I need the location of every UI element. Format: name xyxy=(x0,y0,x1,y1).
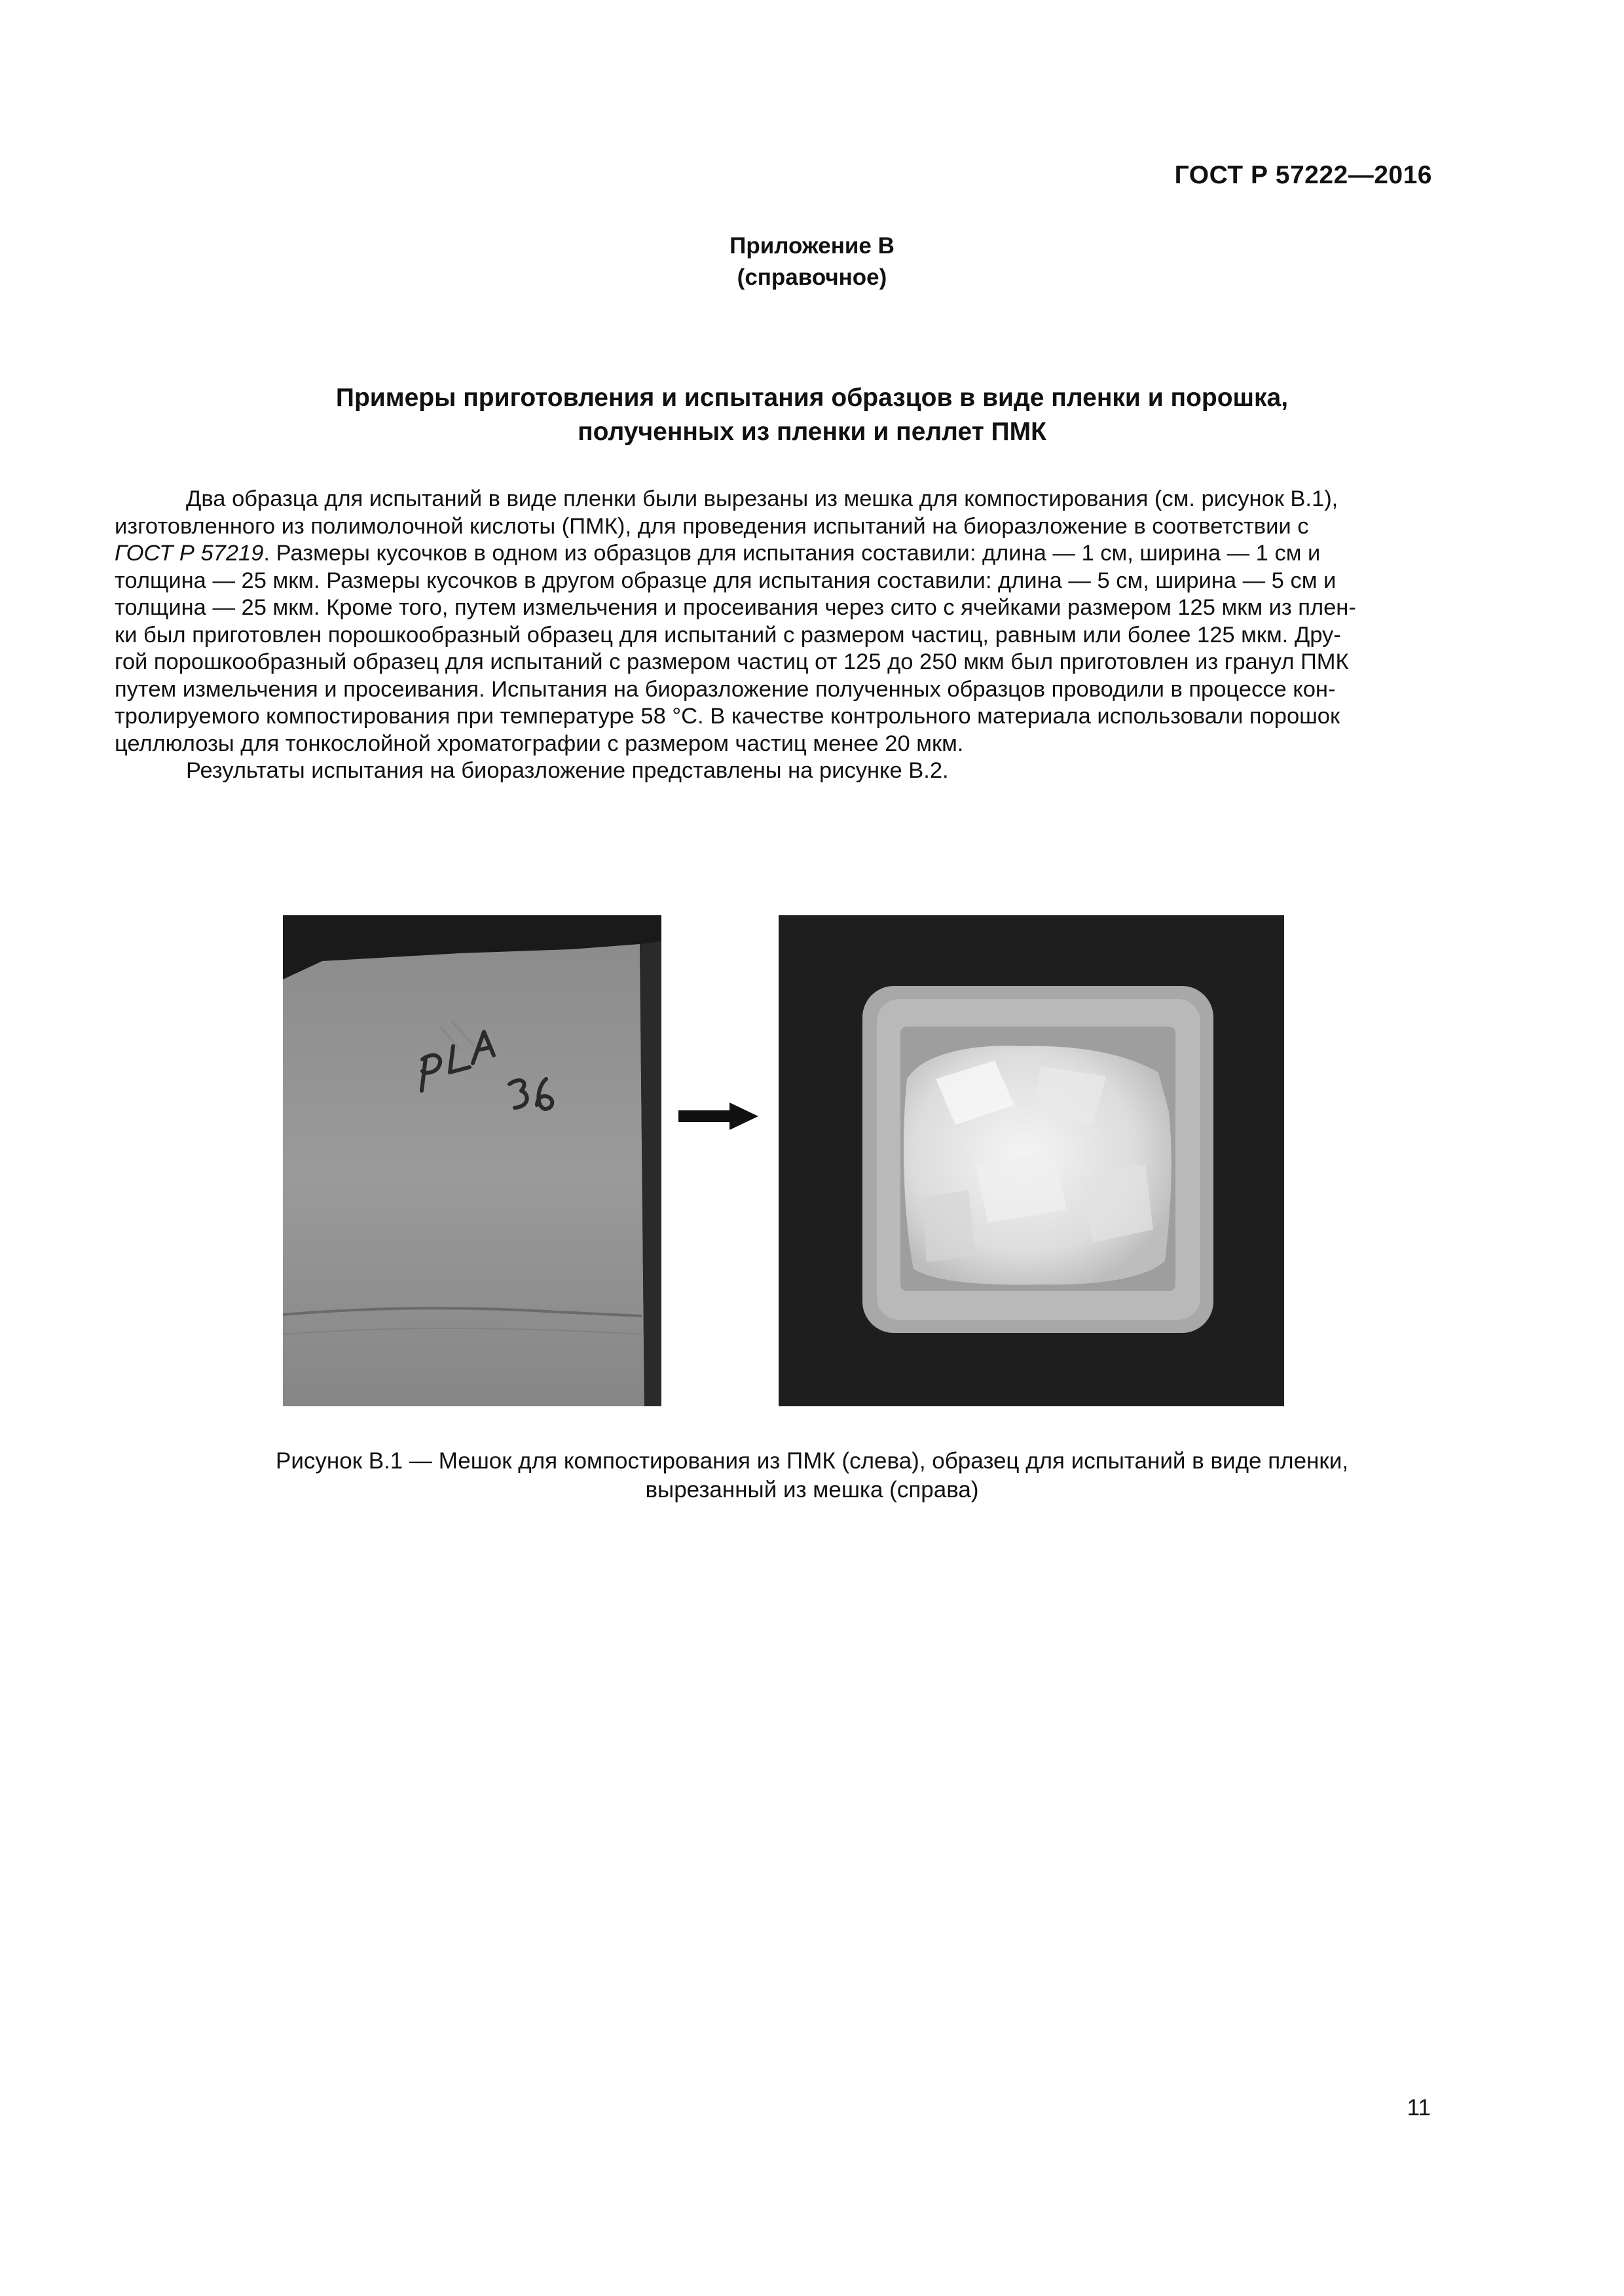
paragraph-line: тролируемого компостирования при температуре 58 °С. В качестве контрольного материала использовали порошок xyxy=(115,704,1340,729)
paragraph-line: толщина — 25 мкм. Кроме того, путем измельчения и просеивания через сито с ячейками размером 125 мкм из плен- xyxy=(115,595,1356,620)
paragraph-line xyxy=(115,540,1437,568)
paragraph-line: Результаты испытания на биоразложение представлены на рисунке В.2. xyxy=(186,758,949,783)
paragraph-line: путем измельчения и просеивания. Испытания на биоразложение полученных образцов проводили в процессе кон- xyxy=(115,676,1336,702)
paragraph-line: целлюлозы для тонкослойной хроматографии с размером частиц менее 20 мкм. xyxy=(115,731,964,756)
section-title-line: Примеры приготовления и испытания образцов в виде пленки и порошка, xyxy=(335,384,1289,412)
section-title-line: полученных из пленки и пеллет ПМК xyxy=(578,418,1046,446)
paragraph-line: ки был приготовлен порошкообразный образец для испытаний с размером частиц, равным или более 125 мкм. Дру- xyxy=(115,622,1341,647)
photo-film-samples xyxy=(779,915,1284,1406)
compost-bag-illustration xyxy=(283,915,661,1406)
appendix-title: Приложение В xyxy=(729,233,895,259)
paragraph-line: Два образца для испытаний в виде пленки были вырезаны из мешка для компостирования (см. рисунок В.1), xyxy=(186,486,1338,511)
page-number: 11 xyxy=(1407,2095,1431,2121)
paragraph-line: гой порошкообразный образец для испытаний с размером частиц от 125 до 250 мкм был приготовлен из гранул ПМК xyxy=(115,649,1349,674)
caption-line: Рисунок В.1 — Мешок для компостирования из ПМК (слева), образец для испытаний в виде пленки, xyxy=(276,1448,1348,1474)
caption-line: вырезанный из мешка (справа) xyxy=(645,1477,979,1503)
paragraph-line: изготовленного из полимолочной кислоты (ПМК), для проведения испытаний на биоразложение в соответствии с xyxy=(115,513,1309,539)
figure-caption xyxy=(0,1447,1624,1504)
appendix-heading xyxy=(0,230,1624,293)
paragraph-line: толщина — 25 мкм. Размеры кусочков в другом образце для испытания составили: длина — 5 см, ширина — 5 см и xyxy=(115,568,1337,593)
film-samples-illustration xyxy=(779,915,1284,1406)
standard-reference: ГОСТ Р 57219 xyxy=(115,541,264,566)
standard-number: ГОСТ Р 57222—2016 xyxy=(1174,161,1432,189)
section-title xyxy=(196,381,1428,449)
paragraph-fragment: . Размеры кусочков в одном из образцов для испытания составили: длина — 1 см, ширина — 1 см и xyxy=(263,541,1321,566)
photo-compost-bag xyxy=(283,915,661,1406)
arrow-right-icon xyxy=(678,1102,758,1130)
body-text xyxy=(115,486,1437,785)
appendix-kind: (справочное) xyxy=(737,264,887,290)
